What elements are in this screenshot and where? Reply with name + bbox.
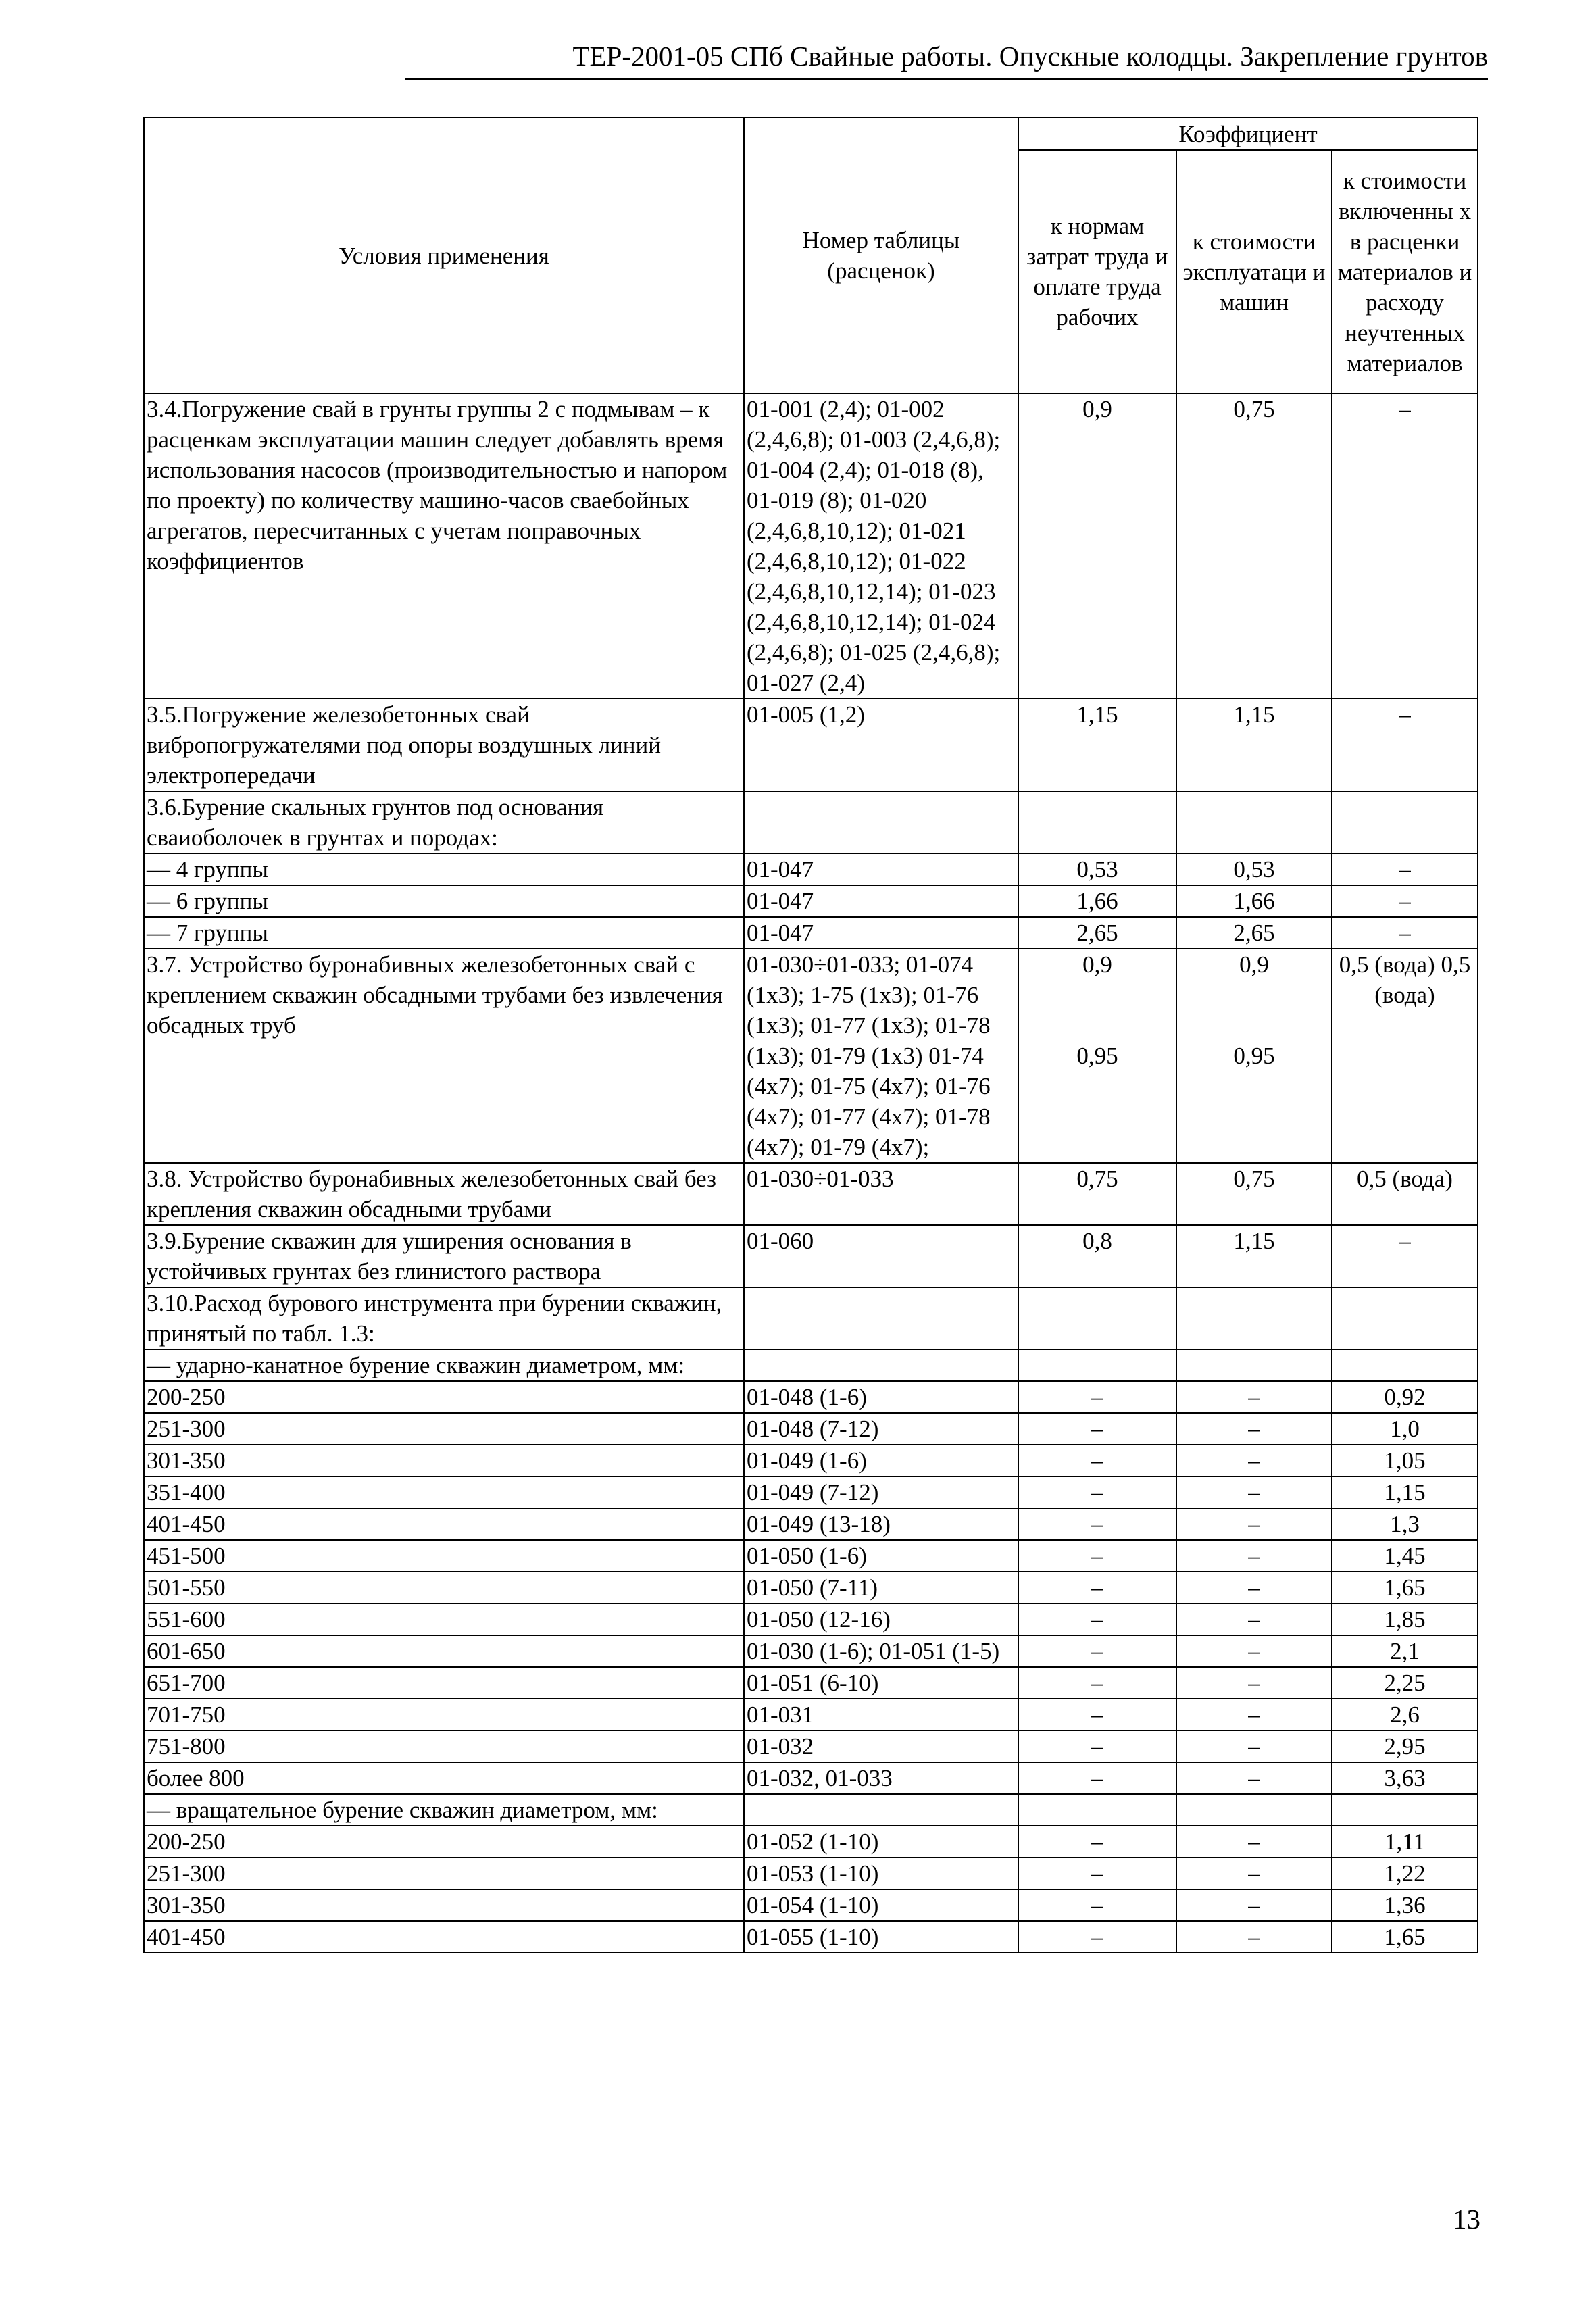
cell-table-number	[744, 791, 1018, 853]
cell-materials-coef: 1,3	[1332, 1508, 1478, 1540]
cell-table-number: 01-050 (12-16)	[744, 1603, 1018, 1635]
table-row	[144, 1921, 1478, 1953]
cell-condition: 251-300	[144, 1413, 744, 1445]
cell-labor-coef: 1,66	[1018, 885, 1176, 917]
cell-machines-coef: –	[1176, 1413, 1332, 1445]
cell-table-number: 01-052 (1-10)	[744, 1826, 1018, 1858]
cell-machines-coef: 0,53	[1176, 853, 1332, 885]
table-row	[144, 1163, 1478, 1225]
cell-condition: 200-250	[144, 1826, 744, 1858]
cell-materials-coef	[1332, 1287, 1478, 1349]
cell-materials-coef: 2,25	[1332, 1667, 1478, 1699]
cell-labor-coef: –	[1018, 1381, 1176, 1413]
cell-table-number: 01-049 (13-18)	[744, 1508, 1018, 1540]
cell-labor-coef: –	[1018, 1699, 1176, 1731]
cell-condition: 751-800	[144, 1731, 744, 1762]
header-materials: к стоимости включенны х в расценки материалов и расходу неучтенных материалов	[1332, 150, 1478, 393]
cell-materials-coef: 2,6	[1332, 1699, 1478, 1731]
cell-materials-coef: 1,22	[1332, 1858, 1478, 1889]
cell-materials-coef: –	[1332, 1225, 1478, 1287]
cell-labor-coef: –	[1018, 1731, 1176, 1762]
cell-condition: 401-450	[144, 1921, 744, 1953]
table-row	[144, 1381, 1478, 1413]
cell-table-number: 01-049 (7-12)	[744, 1476, 1018, 1508]
cell-machines-coef: –	[1176, 1635, 1332, 1667]
cell-table-number: 01-048 (1-6)	[744, 1381, 1018, 1413]
cell-table-number: 01-055 (1-10)	[744, 1921, 1018, 1953]
cell-materials-coef: 0,92	[1332, 1381, 1478, 1413]
cell-machines-coef	[1176, 1287, 1332, 1349]
cell-machines-coef: –	[1176, 1445, 1332, 1476]
header-coefficient: Коэффициент	[1018, 118, 1478, 150]
cell-machines-coef: –	[1176, 1731, 1332, 1762]
cell-materials-coef: –	[1332, 917, 1478, 949]
cell-table-number: 01-048 (7-12)	[744, 1413, 1018, 1445]
cell-condition: 3.6.Бурение скальных грунтов под основания сваиоболочек в грунтах и породах:	[144, 791, 744, 853]
table-row	[144, 393, 1478, 699]
cell-labor-coef: 0,53	[1018, 853, 1176, 885]
cell-condition: 551-600	[144, 1603, 744, 1635]
cell-machines-coef: –	[1176, 1826, 1332, 1858]
cell-condition: 3.9.Бурение скважин для уширения основания в устойчивых грунтах без глинистого раствора	[144, 1225, 744, 1287]
table-row	[144, 1889, 1478, 1921]
cell-machines-coef: –	[1176, 1889, 1332, 1921]
cell-materials-coef: 1,65	[1332, 1572, 1478, 1603]
cell-condition: — 4 группы	[144, 853, 744, 885]
cell-table-number: 01-051 (6-10)	[744, 1667, 1018, 1699]
cell-condition: 301-350	[144, 1445, 744, 1476]
cell-condition: 200-250	[144, 1381, 744, 1413]
table-row	[144, 1699, 1478, 1731]
cell-labor-coef	[1018, 1349, 1176, 1381]
cell-condition: — 6 группы	[144, 885, 744, 917]
cell-table-number: 01-047	[744, 917, 1018, 949]
cell-materials-coef: 1,0	[1332, 1413, 1478, 1445]
cell-table-number: 01-032, 01-033	[744, 1762, 1018, 1794]
cell-labor-coef: –	[1018, 1413, 1176, 1445]
table-body	[144, 393, 1478, 1953]
cell-condition: 3.8. Устройство буронабивных железобетонных свай без крепления скважин обсадными трубами	[144, 1163, 744, 1225]
cell-machines-coef: –	[1176, 1858, 1332, 1889]
cell-table-number: 01-031	[744, 1699, 1018, 1731]
cell-labor-coef: 0,75	[1018, 1163, 1176, 1225]
page-number: 13	[1453, 2204, 1480, 2235]
table-row	[144, 1794, 1478, 1826]
table-row	[144, 1858, 1478, 1889]
cell-machines-coef: 0,75	[1176, 1163, 1332, 1225]
cell-machines-coef: –	[1176, 1572, 1332, 1603]
cell-condition: 3.4.Погружение свай в грунты группы 2 с подмывам – к расценкам эксплуатации машин следует добавлять время использования насосов (производительностью и напором по проекту) по количеству машино-часов сваебойных агрегатов, пересчитанных с учетам поправочных коэффициентов	[144, 393, 744, 699]
cell-materials-coef: 2,95	[1332, 1731, 1478, 1762]
cell-machines-coef: 1,66	[1176, 885, 1332, 917]
cell-condition: 251-300	[144, 1858, 744, 1889]
cell-table-number: 01-054 (1-10)	[744, 1889, 1018, 1921]
cell-labor-coef: –	[1018, 1635, 1176, 1667]
table-row	[144, 1635, 1478, 1667]
table-row	[144, 1603, 1478, 1635]
cell-materials-coef	[1332, 791, 1478, 853]
cell-labor-coef	[1018, 791, 1176, 853]
cell-materials-coef: 0,5 (вода) 0,5 (вода)	[1332, 949, 1478, 1163]
cell-materials-coef: 3,63	[1332, 1762, 1478, 1794]
cell-condition: 3.7. Устройство буронабивных железобетонных свай с креплением скважин обсадными трубами без извлечения обсадных труб	[144, 949, 744, 1163]
cell-table-number: 01-047	[744, 885, 1018, 917]
cell-labor-coef: –	[1018, 1667, 1176, 1699]
cell-machines-coef: –	[1176, 1540, 1332, 1572]
cell-labor-coef: –	[1018, 1445, 1176, 1476]
cell-table-number: 01-005 (1,2)	[744, 699, 1018, 791]
cell-machines-coef	[1176, 1794, 1332, 1826]
cell-labor-coef: 0,9 0,95	[1018, 949, 1176, 1163]
cell-labor-coef: –	[1018, 1508, 1176, 1540]
table-row	[144, 1445, 1478, 1476]
cell-machines-coef: 1,15	[1176, 699, 1332, 791]
cell-materials-coef: –	[1332, 853, 1478, 885]
cell-table-number	[744, 1794, 1018, 1826]
cell-condition: 501-550	[144, 1572, 744, 1603]
cell-machines-coef: –	[1176, 1381, 1332, 1413]
cell-labor-coef: –	[1018, 1858, 1176, 1889]
cell-materials-coef: 1,85	[1332, 1603, 1478, 1635]
cell-labor-coef	[1018, 1794, 1176, 1826]
cell-materials-coef: 1,36	[1332, 1889, 1478, 1921]
cell-labor-coef: 2,65	[1018, 917, 1176, 949]
table-row	[144, 1762, 1478, 1794]
cell-labor-coef: –	[1018, 1921, 1176, 1953]
table-row	[144, 1349, 1478, 1381]
cell-table-number: 01-032	[744, 1731, 1018, 1762]
table-row	[144, 699, 1478, 791]
cell-machines-coef: 2,65	[1176, 917, 1332, 949]
cell-labor-coef: 1,15	[1018, 699, 1176, 791]
cell-table-number	[744, 1287, 1018, 1349]
cell-machines-coef: –	[1176, 1603, 1332, 1635]
cell-materials-coef: –	[1332, 885, 1478, 917]
cell-materials-coef: 1,11	[1332, 1826, 1478, 1858]
cell-labor-coef	[1018, 1287, 1176, 1349]
cell-labor-coef: –	[1018, 1572, 1176, 1603]
cell-condition: 651-700	[144, 1667, 744, 1699]
cell-labor-coef: –	[1018, 1889, 1176, 1921]
cell-materials-coef: 1,15	[1332, 1476, 1478, 1508]
cell-table-number: 01-050 (1-6)	[744, 1540, 1018, 1572]
cell-table-number: 01-050 (7-11)	[744, 1572, 1018, 1603]
table-row	[144, 949, 1478, 1163]
table-row	[144, 1508, 1478, 1540]
table-row	[144, 1667, 1478, 1699]
cell-machines-coef: 0,75	[1176, 393, 1332, 699]
header-labor: к нормам затрат труда и оплате труда рабочих	[1018, 150, 1176, 393]
cell-labor-coef: –	[1018, 1762, 1176, 1794]
cell-table-number	[744, 1349, 1018, 1381]
cell-labor-coef: –	[1018, 1603, 1176, 1635]
cell-materials-coef: –	[1332, 393, 1478, 699]
cell-labor-coef: –	[1018, 1826, 1176, 1858]
header-table-number: Номер таблицы (расценок)	[744, 118, 1018, 393]
table-row	[144, 1540, 1478, 1572]
table-row	[144, 853, 1478, 885]
cell-materials-coef: 0,5 (вода)	[1332, 1163, 1478, 1225]
table-row	[144, 1731, 1478, 1762]
cell-machines-coef: –	[1176, 1476, 1332, 1508]
cell-machines-coef: –	[1176, 1699, 1332, 1731]
cell-condition: 451-500	[144, 1540, 744, 1572]
cell-condition: более 800	[144, 1762, 744, 1794]
coefficients-table	[143, 117, 1478, 1953]
cell-condition: 601-650	[144, 1635, 744, 1667]
table-row	[144, 791, 1478, 853]
header-conditions: Условия применения	[144, 118, 744, 393]
cell-table-number: 01-030÷01-033; 01-074 (1x3); 1-75 (1x3); 01-76 (1x3); 01-77 (1x3); 01-78 (1x3); 01-79 (1x3) 01-74 (4x7); 01-75 (4x7); 01-76 (4x7); 01-77 (4x7); 01-78 (4x7); 01-79 (4x7);	[744, 949, 1018, 1163]
cell-condition: 401-450	[144, 1508, 744, 1540]
cell-condition: 351-400	[144, 1476, 744, 1508]
table-row	[144, 1413, 1478, 1445]
cell-table-number: 01-001 (2,4); 01-002 (2,4,6,8); 01-003 (2,4,6,8); 01-004 (2,4); 01-018 (8), 01-019 (8); 01-020 (2,4,6,8,10,12); 01-021 (2,4,6,8,10,12); 01-022 (2,4,6,8,10,12,14); 01-023 (2,4,6,8,10,12,14); 01-024 (2,4,6,8); 01-025 (2,4,6,8); 01-027 (2,4)	[744, 393, 1018, 699]
cell-labor-coef: –	[1018, 1476, 1176, 1508]
table-row	[144, 1287, 1478, 1349]
cell-machines-coef	[1176, 1349, 1332, 1381]
cell-labor-coef: 0,8	[1018, 1225, 1176, 1287]
cell-materials-coef: –	[1332, 699, 1478, 791]
cell-condition: 301-350	[144, 1889, 744, 1921]
cell-table-number: 01-030 (1-6); 01-051 (1-5)	[744, 1635, 1018, 1667]
table-row	[144, 917, 1478, 949]
cell-condition: — 7 группы	[144, 917, 744, 949]
cell-table-number: 01-047	[744, 853, 1018, 885]
cell-table-number: 01-030÷01-033	[744, 1163, 1018, 1225]
cell-condition: 701-750	[144, 1699, 744, 1731]
cell-labor-coef: 0,9	[1018, 393, 1176, 699]
cell-condition: — ударно-канатное бурение скважин диаметром, мм:	[144, 1349, 744, 1381]
cell-table-number: 01-060	[744, 1225, 1018, 1287]
cell-materials-coef	[1332, 1349, 1478, 1381]
cell-machines-coef: 0,9 0,95	[1176, 949, 1332, 1163]
cell-materials-coef: 2,1	[1332, 1635, 1478, 1667]
cell-materials-coef	[1332, 1794, 1478, 1826]
cell-machines-coef: –	[1176, 1508, 1332, 1540]
cell-table-number: 01-049 (1-6)	[744, 1445, 1018, 1476]
cell-machines-coef: 1,15	[1176, 1225, 1332, 1287]
cell-condition: — вращательное бурение скважин диаметром, мм:	[144, 1794, 744, 1826]
header-machines: к стоимости эксплуатаци и машин	[1176, 150, 1332, 393]
cell-machines-coef: –	[1176, 1921, 1332, 1953]
table-row	[144, 1225, 1478, 1287]
cell-machines-coef	[1176, 791, 1332, 853]
cell-labor-coef: –	[1018, 1540, 1176, 1572]
table-row	[144, 1826, 1478, 1858]
cell-condition: 3.10.Расход бурового инструмента при бурении скважин, принятый по табл. 1.3:	[144, 1287, 744, 1349]
page-header-title: ТЕР-2001-05 СПб Свайные работы. Опускные колодцы. Закрепление грунтов	[405, 39, 1488, 80]
cell-materials-coef: 1,45	[1332, 1540, 1478, 1572]
table-row	[144, 885, 1478, 917]
table-row	[144, 1572, 1478, 1603]
table-row	[144, 1476, 1478, 1508]
cell-machines-coef: –	[1176, 1762, 1332, 1794]
cell-table-number: 01-053 (1-10)	[744, 1858, 1018, 1889]
cell-materials-coef: 1,65	[1332, 1921, 1478, 1953]
cell-materials-coef: 1,05	[1332, 1445, 1478, 1476]
cell-condition: 3.5.Погружение железобетонных свай вибропогружателями под опоры воздушных линий электропередачи	[144, 699, 744, 791]
cell-machines-coef: –	[1176, 1667, 1332, 1699]
